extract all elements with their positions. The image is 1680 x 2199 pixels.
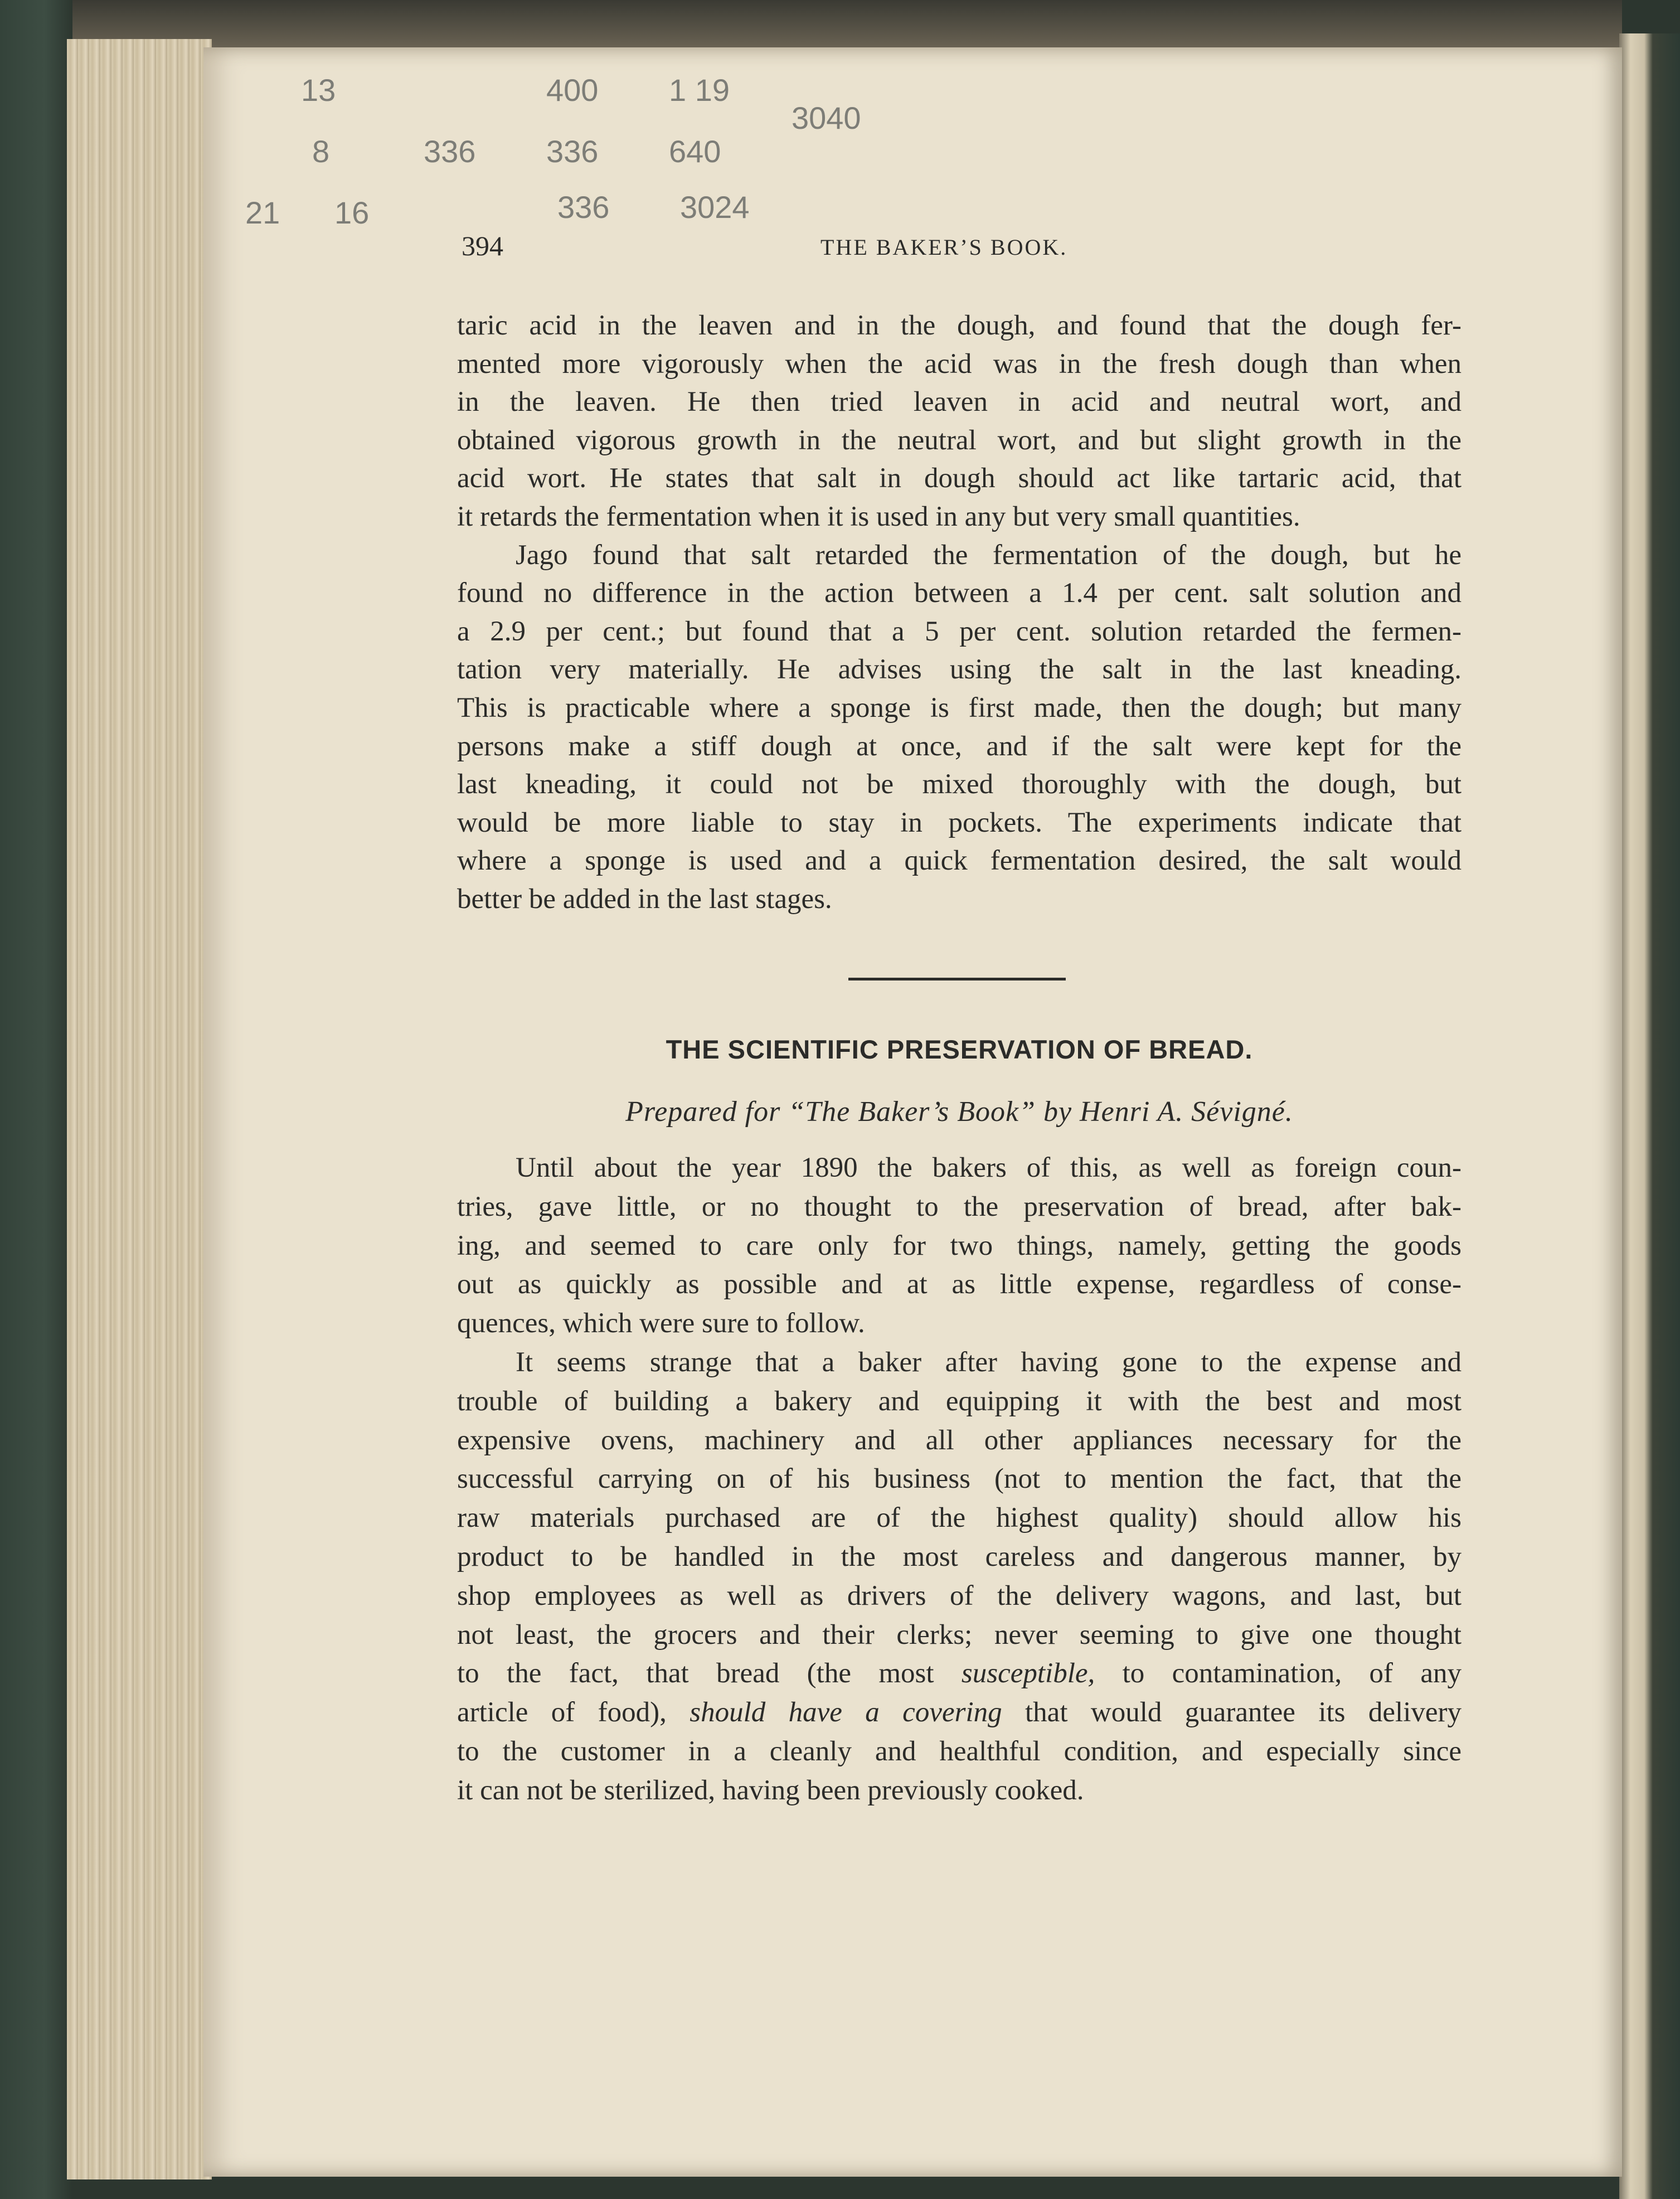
scan-top-edge [72, 0, 1622, 53]
text-line: it can not be sterilized, having been previously cooked. [457, 1774, 1084, 1806]
text-line: not least, the grocers and their clerks; never seeming to give one thought [457, 1619, 1461, 1651]
text-line: it retards the fermentation when it is used in any but very small quantities. [457, 501, 1300, 532]
text-line: acid wort. He states that salt in dough should act like tartaric acid, that [457, 463, 1461, 494]
section-divider [848, 978, 1066, 980]
text-line: tries, gave little, or no thought to the preservation of bread, after bak- [457, 1191, 1461, 1222]
text-line: tation very materially. He advises using the salt in the last kneading. [457, 654, 1461, 686]
margin-note: 3040 [792, 100, 861, 135]
margin-note: 16 [334, 195, 370, 230]
text-line: successful carrying on of his business (not to mention the fact, that the [457, 1463, 1461, 1495]
italic-text: susceptible, [961, 1658, 1095, 1690]
text-line: product to be handled in the most careless and dangerous manner, by [457, 1541, 1461, 1572]
text-line: ing, and seemed to care only for two things, namely, getting the goods [457, 1230, 1461, 1261]
text-line: taric acid in the leaven and in the dough, and found that the dough fer- [457, 310, 1461, 341]
text-line: persons make a stiff dough at once, and if the salt were kept for the [457, 730, 1461, 762]
margin-note: 400 [546, 72, 599, 108]
text-line: It seems strange that a baker after having gone to the expense and [516, 1346, 1461, 1378]
text-span: to the fact, that bread (the most [457, 1658, 962, 1690]
body-text-continued [457, 307, 1461, 919]
text-line [457, 1654, 1461, 1693]
text-line: found no difference in the action between a 1.4 per cent. salt solution and [457, 577, 1461, 609]
text-line: expensive ovens, machinery and all other appliances necessary for the [457, 1424, 1461, 1456]
text-line: better be added in the last stages. [457, 883, 832, 915]
text-line: Jago found that salt retarded the fermentation of the dough, but he [516, 539, 1461, 571]
section-byline: Prepared for “The Baker’s Book” by Henri A. Sévigné. [625, 1096, 1293, 1128]
text-line: This is practicable where a sponge is first made, then the dough; but many [457, 692, 1461, 724]
body-text-section [457, 1149, 1461, 1810]
text-line: to the customer in a cleanly and healthful condition, and especially since [457, 1735, 1461, 1767]
running-title: THE BAKER’S BOOK. [820, 235, 1068, 260]
page-stack-edges [67, 39, 212, 2179]
margin-note: 8 [312, 134, 330, 169]
text-span: article of food), [457, 1697, 690, 1729]
page-number: 394 [462, 230, 503, 261]
text-line [457, 1693, 1461, 1732]
text-line: raw materials purchased are of the highest quality) should allow his [457, 1502, 1461, 1534]
margin-note: 640 [669, 134, 721, 169]
section-title: THE SCIENTIFIC PRESERVATION OF BREAD. [666, 1035, 1253, 1064]
margin-note: 3024 [680, 190, 750, 225]
text-line: where a sponge is used and a quick fermentation desired, the salt would [457, 845, 1461, 877]
text-line: a 2.9 per cent.; but found that a 5 per cent. solution retarded the fermen- [457, 615, 1461, 647]
text-line: shop employees as well as drivers of the delivery wagons, and last, but [457, 1580, 1461, 1611]
text-line: obtained vigorous growth in the neutral wort, and but slight growth in the [457, 424, 1461, 456]
text-span: that would guarantee its delivery [1002, 1697, 1461, 1729]
text-line: in the leaven. He then tried leaven in acid and neutral wort, and [457, 386, 1461, 418]
text-line: out as quickly as possible and at as little expense, regardless of conse- [457, 1269, 1461, 1300]
margin-note: 336 [546, 134, 599, 169]
text-span: to contamination, of any [1095, 1658, 1462, 1690]
text-line: trouble of building a bakery and equipping it with the best and most [457, 1385, 1461, 1417]
text-line: last kneading, it could not be mixed thoroughly with the dough, but [457, 769, 1461, 800]
text-line: would be more liable to stay in pockets. The experiments indicate that [457, 807, 1461, 838]
italic-text: should have a covering [690, 1697, 1002, 1729]
margin-note: 21 [245, 195, 280, 230]
text-line: Until about the year 1890 the bakers of this, as well as foreign coun- [516, 1152, 1461, 1183]
margin-note: 336 [424, 134, 476, 169]
text-line: quences, which were sure to follow. [457, 1308, 865, 1339]
margin-note: 1 19 [669, 72, 730, 108]
text-line: mented more vigorously when the acid was in the fresh dough than when [457, 348, 1461, 380]
margin-note: 13 [301, 72, 336, 108]
right-binding [1619, 33, 1680, 2199]
margin-note: 336 [557, 190, 610, 225]
